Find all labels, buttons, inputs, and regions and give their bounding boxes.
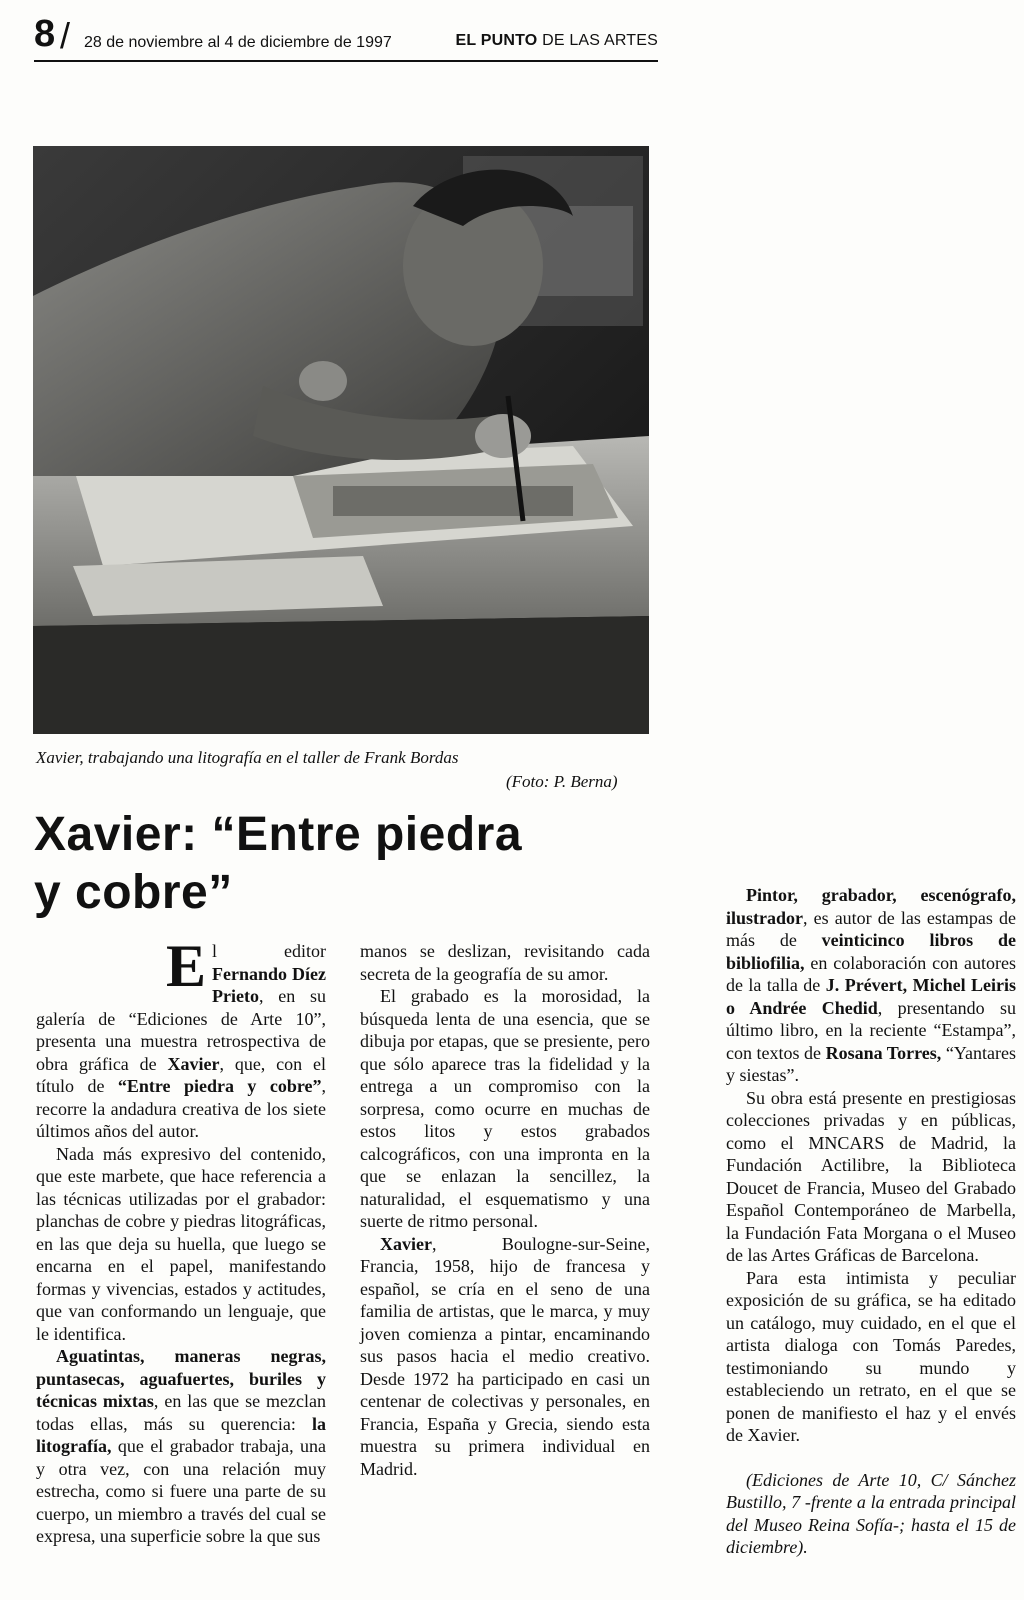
techniques-list: Aguatintas, maneras negras, puntasecas, aguafuertes, buriles y técnicas mixtas [36,1346,326,1411]
text-run: , en las que se mezclan todas ellas, más su querencia: [36,1391,326,1434]
exhibition-info-note: (Ediciones de Arte 10, C/ Sánchez Bustillo, 7 -frente a la entrada principal del Museo Reina Sofía-; hasta el 15 de diciembre). [726,1469,1016,1557]
exhibition-title: “Entre piedra y cobre” [117,1076,322,1096]
text-run: , recorre la andadura creativa de los siete últimos años del autor. [36,1076,326,1141]
paragraph: Nada más expresivo del contenido, que este marbete, que hace referencia a las técnicas utilizadas por el grabador: planchas de cobre y piedras litográficas, en las que deja su huella, que luego se encarna en el papel, manifestando formas y vivencias, estados y actitudes, que van conformando un lenguaje, que le identifica. [36,1143,326,1344]
authors-list: J. Prévert, Michel Leiris o Andrée Chedid [726,975,1017,1018]
roles-list: Pintor, grabador, escenógrafo, ilustrador [726,885,1016,928]
artist-name: Xavier [167,1053,220,1074]
issue-date: 28 de noviembre al 4 de diciembre de 1997 [84,34,392,51]
text-run: , Boulogne-sur-Seine, Francia, 1958, hijo de francesa y español, se cría en el seno de una familia de artistas, que le marca, y muy joven comienza a pintar, encaminando sus pasos hacia el medio creativo. Desde 1972 ha participado en casi un centenar de colectivas y personales, en Francia, España y Grecia, siendo esta muestra su primera individual en Madrid. [360,1233,650,1479]
page-header [34,14,658,62]
article-column-1 [36,933,326,1548]
author-rosana-torres: Rosana Torres, [825,1042,942,1063]
photo-illustration [33,146,649,734]
text-run: , en su galería de “Ediciones de Arte 10”, presenta una muestra retrospectiva de obra gráfica de [36,986,326,1074]
paragraph: manos se deslizan, revisitando cada secreta de la geografía de su amor. [360,941,650,984]
text-run: , presentando su último libro, en la reciente “Estampa”, con textos de [726,997,1016,1063]
paragraph [36,933,326,1143]
author-name: Fernando Díez Prieto [212,963,326,1006]
text-run: , que, con el título de [36,1053,326,1096]
article-headline: Xavier: “Entre piedra y cobre” [34,808,523,919]
photo-credit: (Foto: P. Berna) [506,772,618,791]
paragraph: El grabado es la morosidad, la búsqueda lenta de una esencia, que se dibuja por etapas, que se presiente, pero que sólo aparece tras la fidelidad y la entrega a un compromiso con la sorpresa, como ocurre en muchas de estos litos y estos grabados calcográficos, con una impronta en la que se enlazan la sencillez, la naturalidad, el esquematismo y una suerte de ritmo personal. [360,986,650,1231]
photo-caption: Xavier, trabajando una litografía en el taller de Frank Bordas [36,748,459,767]
paragraph [726,884,1016,1087]
artist-name: Xavier [380,1233,432,1254]
publication-name [456,32,659,50]
publication-name-bold: EL PUNTO [455,32,538,49]
article-photo [33,146,649,734]
text-run: “Yantares y siestas”. [726,1042,1016,1085]
paragraph: Para esta intimista y peculiar exposición de su gráfica, se ha editado un catálogo, muy cuidado, en el que el artista dialoga con Tomás Paredes, testimoniando su mundo y estableciendo un retrato, en el que se ponen de manifiesto el haz y el envés de Xavier. [726,1267,1016,1445]
text-run: en colaboración con autores de la talla de [726,952,1016,995]
drop-cap: E [166,933,207,999]
header-slash: / [60,15,71,56]
text-run: l editor [212,941,326,961]
books-count: veinticinco libros de bibliofilia, [726,930,1016,973]
text-run: que el grabador trabaja, una y otra vez, con una relación muy estrecha, como si fuere una parte de su cuerpo, un miembro a través del cual se expresa, una superficie sobre la que sus [36,1436,326,1546]
header-rule [34,60,658,62]
publication-name-rest: DE LAS ARTES [537,32,658,49]
paragraph: Su obra está presente en prestigiosas colecciones privadas y en públicas, como el MNCARS de Madrid, la Fundación Actilibre, la Biblioteca Doucet de Francia, Museo del Grabado Español Contemporáneo de Marbella, la Fundación Fata Morgana o el Museo de las Artes Gráficas de Barcelona. [726,1087,1016,1265]
technique-lithography: la litografía, [36,1413,326,1456]
paragraph [36,1345,326,1548]
article-column-2 [360,940,650,1480]
text-run: , es autor de las estampas de más de [726,907,1016,950]
article-column-3 [726,884,1016,1559]
paragraph [360,1233,650,1481]
page-number: 8 [34,13,56,55]
